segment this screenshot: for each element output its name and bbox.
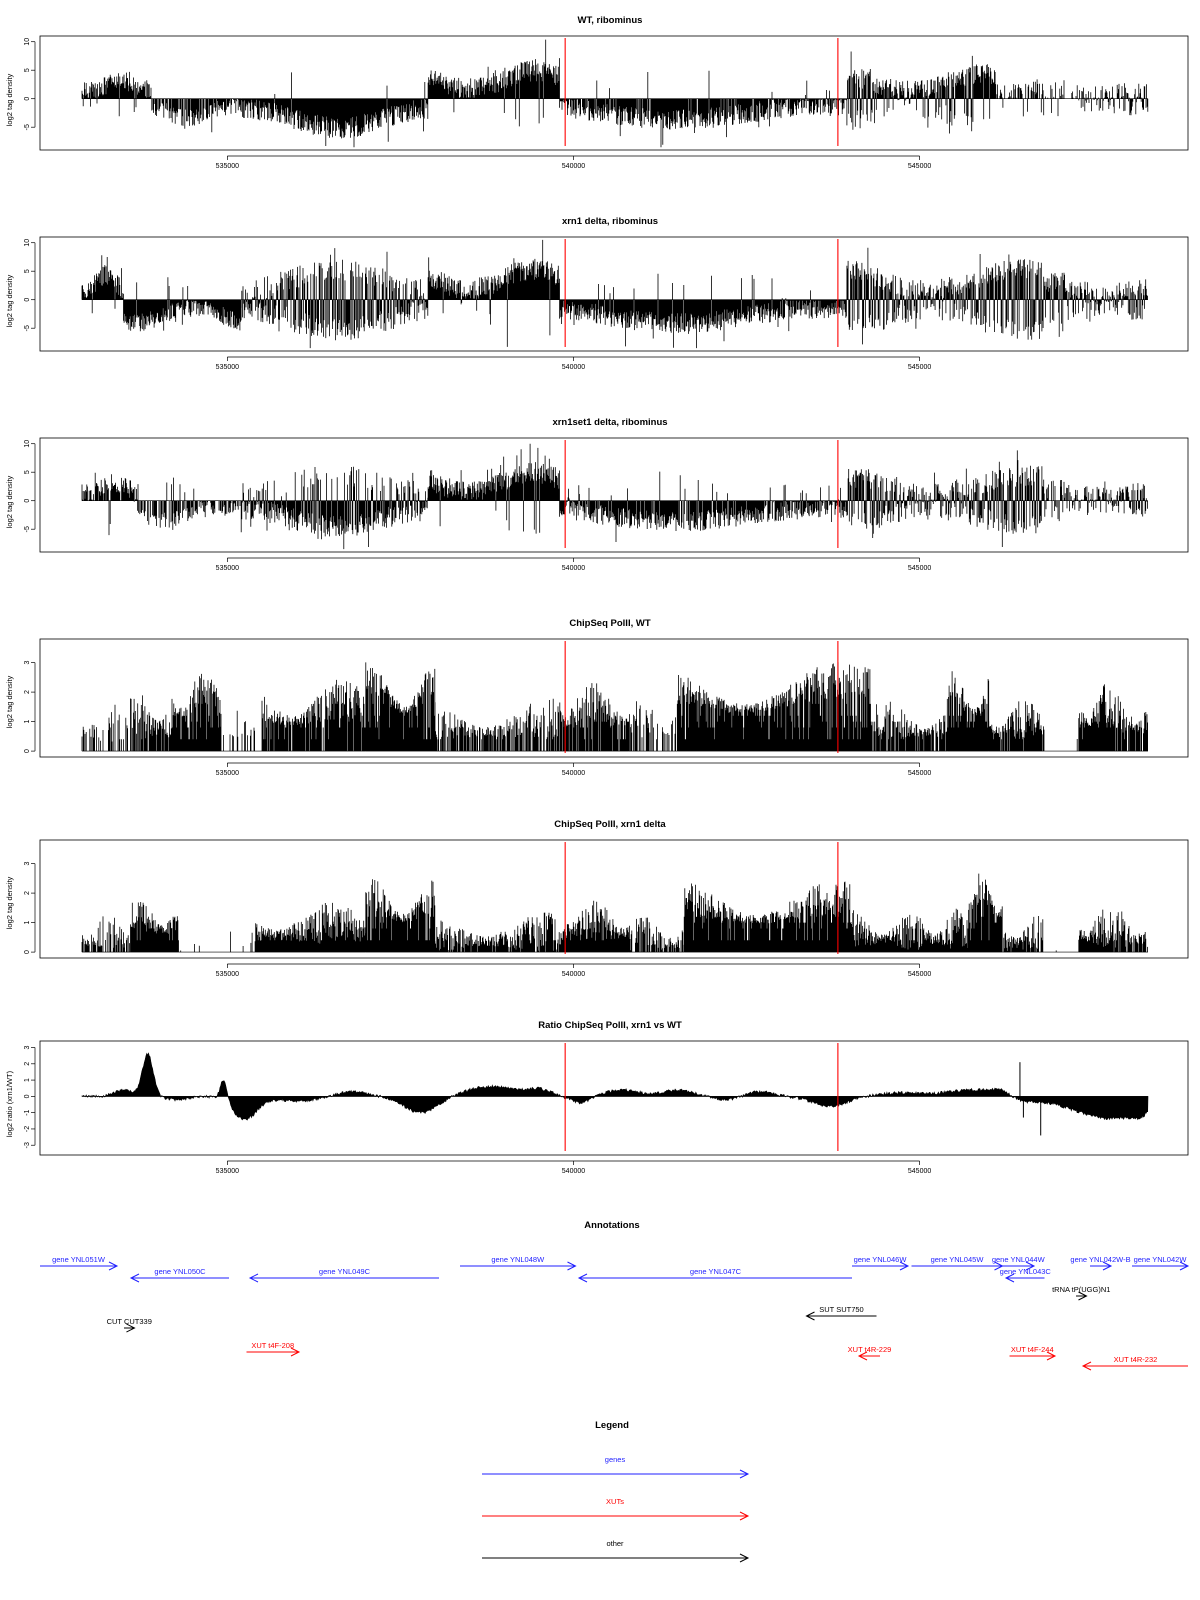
panel-title: Ratio ChipSeq PolII, xrn1 vs WT bbox=[538, 1020, 682, 1031]
panel-title: ChipSeq PolII, xrn1 delta bbox=[554, 819, 666, 830]
x-tick-label: 545000 bbox=[907, 1168, 932, 1175]
y-axis-label: log2 tag density bbox=[5, 675, 14, 729]
panel-title: xrn1 delta, ribominus bbox=[561, 216, 659, 227]
y-tick-label: 3 bbox=[24, 660, 31, 665]
y-tick-label: -3 bbox=[24, 1142, 31, 1149]
x-tick-label: 535000 bbox=[215, 971, 240, 978]
feature-label: gene YNL043C bbox=[999, 1267, 1051, 1276]
x-tick-label: 535000 bbox=[215, 1168, 240, 1175]
y-tick-label: 2 bbox=[24, 891, 31, 896]
y-axis-label: log2 tag density bbox=[5, 73, 14, 127]
y-tick-label: 3 bbox=[24, 1045, 31, 1050]
legend-label: XUTs bbox=[606, 1497, 624, 1506]
y-axis-label: log2 tag density bbox=[5, 274, 14, 328]
y-axis-label: log2 tag density bbox=[5, 876, 14, 930]
legend-label: genes bbox=[604, 1455, 626, 1464]
x-tick-label: 545000 bbox=[907, 364, 932, 371]
y-tick-label: 3 bbox=[24, 861, 31, 866]
feature-label: XUT t4R-232 bbox=[1113, 1355, 1158, 1364]
y-axis-label: log2 ratio (xrn1/WT) bbox=[5, 1070, 14, 1138]
x-tick-label: 545000 bbox=[907, 565, 932, 572]
y-tick-label: 0 bbox=[24, 950, 31, 955]
x-tick-label: 535000 bbox=[215, 770, 240, 777]
y-tick-label: 10 bbox=[24, 238, 31, 247]
feature-label: gene YNL050C bbox=[154, 1267, 206, 1276]
y-tick-label: 5 bbox=[24, 68, 31, 73]
legend-label: other bbox=[606, 1539, 624, 1548]
legend-title: Legend bbox=[595, 1420, 629, 1431]
x-tick-label: 545000 bbox=[907, 971, 932, 978]
y-tick-label: 0 bbox=[24, 297, 31, 302]
x-tick-label: 545000 bbox=[907, 163, 932, 170]
y-tick-label: 5 bbox=[24, 269, 31, 274]
y-tick-label: 2 bbox=[24, 1061, 31, 1066]
feature-label: gene YNL051W bbox=[52, 1255, 105, 1264]
feature-label: gene YNL042W-B bbox=[1070, 1255, 1131, 1264]
y-tick-label: 0 bbox=[24, 1094, 31, 1099]
y-tick-label: 0 bbox=[24, 96, 31, 101]
feature-label: gene YNL044W bbox=[991, 1255, 1045, 1264]
x-tick-label: 540000 bbox=[561, 565, 586, 572]
annotations-title: Annotations bbox=[584, 1220, 640, 1231]
x-tick-label: 540000 bbox=[561, 971, 586, 978]
y-tick-label: 1 bbox=[24, 920, 31, 925]
y-tick-label: 1 bbox=[24, 719, 31, 724]
feature-label: XUT t4F-244 bbox=[1010, 1345, 1054, 1354]
x-tick-label: 540000 bbox=[561, 770, 586, 777]
y-tick-label: -2 bbox=[24, 1125, 31, 1133]
panel-title: xrn1set1 delta, ribominus bbox=[552, 417, 668, 428]
x-tick-label: 535000 bbox=[215, 364, 240, 371]
x-tick-label: 535000 bbox=[215, 163, 240, 170]
y-tick-label: 2 bbox=[24, 690, 31, 695]
feature-label: SUT SUT750 bbox=[819, 1305, 864, 1314]
panel-title: WT, ribominus bbox=[577, 15, 643, 26]
x-tick-label: 540000 bbox=[561, 364, 586, 371]
y-tick-label: 5 bbox=[24, 470, 31, 475]
x-tick-label: 545000 bbox=[907, 770, 932, 777]
y-tick-label: 0 bbox=[24, 498, 31, 503]
x-tick-label: 540000 bbox=[561, 1168, 586, 1175]
y-tick-label: -1 bbox=[24, 1109, 31, 1116]
y-axis-label: log2 tag density bbox=[5, 475, 14, 529]
x-tick-label: 535000 bbox=[215, 565, 240, 572]
feature-label: gene YNL042W bbox=[1133, 1255, 1187, 1264]
x-tick-label: 540000 bbox=[561, 163, 586, 170]
y-tick-label: -5 bbox=[24, 124, 31, 131]
feature-label: tRNA tP(UGG)N1 bbox=[1052, 1285, 1111, 1294]
y-tick-label: 0 bbox=[24, 749, 31, 754]
y-tick-label: 10 bbox=[24, 439, 31, 448]
feature-label: gene YNL047C bbox=[689, 1267, 742, 1276]
y-tick-label: 10 bbox=[24, 37, 31, 46]
feature-label: XUT t4R-229 bbox=[847, 1345, 892, 1354]
feature-label: gene YNL045W bbox=[930, 1255, 984, 1264]
y-tick-label: -5 bbox=[24, 526, 31, 533]
feature-label: gene YNL049C bbox=[318, 1267, 371, 1276]
feature-label: gene YNL048W bbox=[491, 1255, 545, 1264]
feature-label: CUT CUT339 bbox=[106, 1317, 152, 1326]
y-tick-label: -5 bbox=[24, 325, 31, 332]
feature-label: XUT t4F-208 bbox=[251, 1341, 295, 1350]
y-tick-label: 1 bbox=[24, 1078, 31, 1083]
feature-label: gene YNL046W bbox=[853, 1255, 907, 1264]
panel-title: ChipSeq PolII, WT bbox=[569, 618, 651, 629]
